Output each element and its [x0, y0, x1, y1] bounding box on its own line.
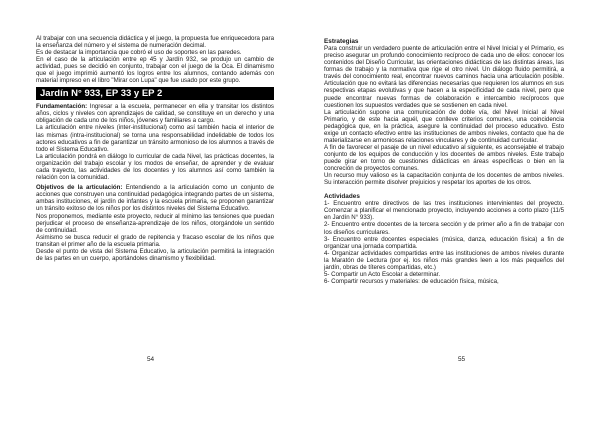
objetivos-paragraph [36, 184, 274, 212]
fundamentacion-paragraph [36, 103, 274, 124]
left-page-number: 54 [147, 356, 155, 363]
estrategias-paragraph-2: La articulación supone una comunicación de doble vía, del Nivel Inicial al Nivel Primario, y de este hacia aquél, que conlleve criterios comunes, una coincidencia pedagógica que, en la práctica, asegure la continuidad del proceso educativo. Esto exige un contacto efectivo entre las instituciones de ambos niveles, contacto que ha de materializarse en armoniosas relaciones vinculares y de continuidad curricular. [324, 108, 564, 144]
actividad-item: 5- Compartir un Acto Escolar a determinar. [324, 270, 441, 278]
intro-paragraph-3: En el caso de la articulación entre ep 45 y Jardín 932, se produjo un cambio de actividad, pues se decidió en conjunto, trabajar con el juego de la Oca. El dinamismo que el juego imprimió aumentó los logros entre los alumnos, contando además con material impreso en el libro "Mirar con Lupa" que fue usado por este grupo. [36, 56, 274, 85]
estrategias-paragraph-1: Para construir un verdadero puente de articulación entre el Nivel Inicial y el Primario, es preciso asegurar un profundo conocimiento recíproco de cada uno de ellos: conocer los contenidos del Diseño Curricular, las orientaciones didácticas de las distintas áreas, las formas de trabajo y la normativa que rige el otro nivel. Un diálogo fluido permitirá, a través del conocimiento real, encontrar nuevos caminos hacia una articulación posible. Articulación que no evitará las diferencias necesarias que requieren los alumnos en sus respectivas etapas evolutivas y que hacen a la especificidad de cada nivel, pero que puede encontrar nuevas formas de colaboración e intercambio recíprocos que cuestionen los supuestos verdades que se sostienen en cada nivel. [324, 45, 564, 109]
intro-paragraph-1: Al trabajar con una secuencia didáctica y el juego, la propuesta fue enriquecedora para la enseñanza del número y el sistema de numeración decimal. [36, 35, 274, 50]
fund-paragraph-1: La articulación entre niveles (inter-institucional) como así también hacia el interior de las mismas (intra-institucional) se torna una responsabilidad indelidable de todos los actores educativos a fin de garantizar un tránsito armonioso de los alumnos a través de todo el Sistema Educativo. [36, 124, 274, 153]
actividad-item: 4- Organizar actividades compartidas entre las instituciones de ambos niveles durante la Maratón de Lectura (por ej. los niños más grandes leen a los más pequeños del jardín, obras de títeres compartidas, etc.) [324, 249, 564, 271]
obj-paragraph-3: Desde el punto de vista del Sistema Educativo, la articulación permitirá la integración de las partes en un cuerpo, aportándoles dinamismo y flexibilidad. [36, 247, 274, 262]
intro-paragraph-2: Es de destacar la importancia que cobró el uso de soportes en las paredes. [36, 49, 242, 57]
actividad-item: 3- Encuentro entre docentes especiales (música, danza, educación física) a fin de organizar una jornada compartida. [324, 235, 564, 250]
section-banner: Jardín N° 933, EP 33 y EP 2 [36, 87, 274, 100]
objetivos-label: Objetivos de la articulación: [36, 184, 123, 192]
fundamentacion-text: Ingresar a la escuela, permanecer en ella y transitar los distintos años, ciclos y niveles con aprendizajes de calidad, se constituye en un derecho y una obligación de cada uno de los niños, jóvenes y familiares a cargo. [36, 103, 274, 125]
estrategias-paragraph-3: A fin de favorecer el pasaje de un nivel educativo al siguiente, es aconsejable el trabajo conjunto de los equipos de conducción y los docentes de ambos niveles. Este trabajo puede girar en torno de cuestiones didácticas en áreas específicas o bien en la concreción de proyectos comunes. [324, 143, 564, 172]
obj-paragraph-1: Nos proponemos, mediante este proyecto, reducir al mínimo las tensiones que puedan perjudicar el proceso de enseñanza-aprendizaje de los niños, otorgándole un sentido de continuidad. [36, 212, 274, 234]
fundamentacion-label: Fundamentación: [36, 103, 88, 111]
actividades-heading: Actividades [324, 193, 360, 201]
actividad-item: 1- Encuentro entre directivos de las tres instituciones intervinientes del proyecto. Comenzar a planificar el mencionado proyecto, incluyendo acciones a corto plazo (11/5 en Jardín N° 933). [324, 200, 564, 222]
estrategias-heading: Estrategias [324, 38, 359, 45]
right-page [300, 0, 600, 425]
actividad-item: 2- Encuentro entre docentes de la tercera sección y de primer año a fin de trabajar con los diseños curriculares. [324, 221, 564, 236]
estrategias-paragraph-4: Un recurso muy valioso es la capacitación conjunta de los docentes de ambos niveles. Su interacción permite disolver prejuicios y respetar los aportes de los otros. [324, 172, 564, 187]
fund-paragraph-2: La articulación pondrá en diálogo lo curricular de cada Nivel, las prácticas docentes, la organización del trabajo escolar y los modos de enseñar, de aprender y de evaluar cada trayecto, las actividades de los docentes y los alumnos así como también la relación con la comunidad. [36, 152, 274, 181]
actividad-item: 6- Compartir recursos y materiales: de educación física, música, [324, 277, 499, 285]
objetivos-text: Entendiendo a la articulación como un conjunto de acciones que construyen una continuidad pedagógica integrando partes de un sistema, ambas instituciones, el jardín de infantes y la escuela primaria, se proponen garantizar un tránsito exitoso de los niños por los distintos niveles del Sistema Educativo. [36, 184, 274, 213]
right-page-number: 55 [458, 356, 466, 363]
obj-paragraph-2: Asimismo se busca reducir el grado de repitencia y fracaso escolar de los niños que transitan el primer año de la escuela primaria. [36, 233, 274, 248]
